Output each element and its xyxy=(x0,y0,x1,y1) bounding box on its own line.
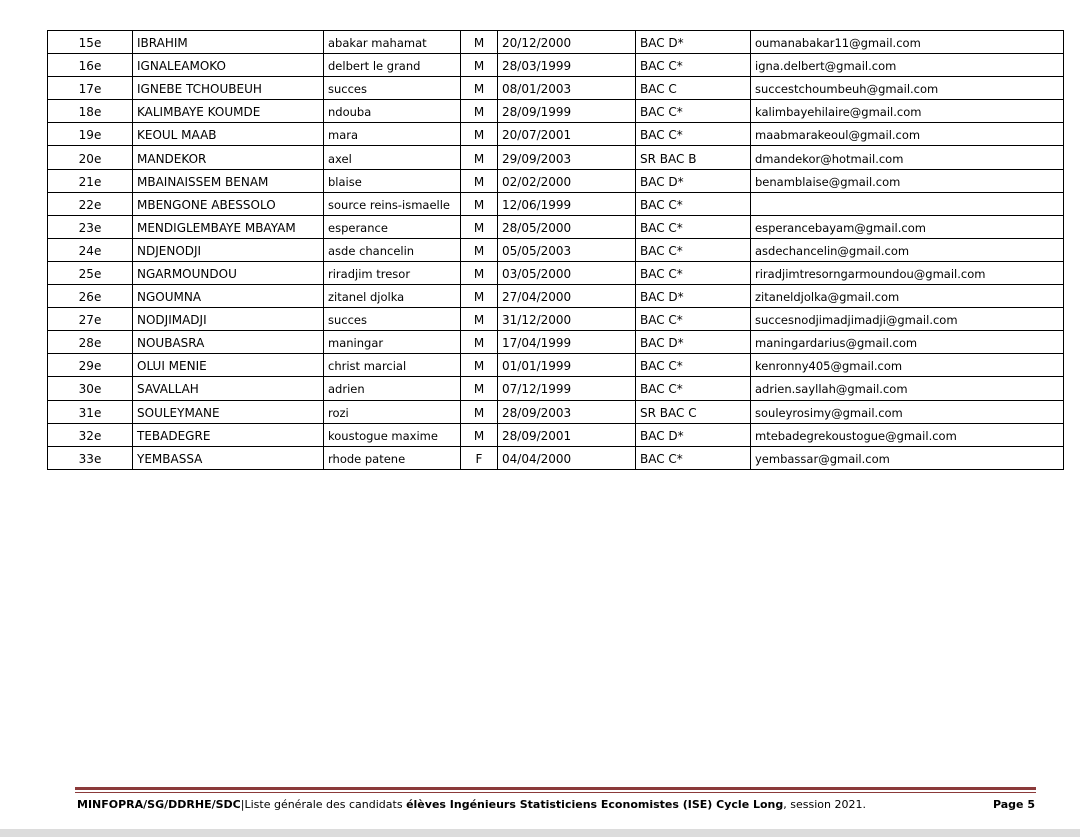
diploma-cell: BAC D* xyxy=(636,31,751,54)
table-row xyxy=(48,31,1064,54)
sex-cell: M xyxy=(461,100,498,123)
last-name-cell: NDJENODJI xyxy=(133,238,324,261)
email-cell: asdechancelin@gmail.com xyxy=(751,238,1064,261)
table-row xyxy=(48,169,1064,192)
first-name-cell: riradjim tresor xyxy=(324,261,461,284)
email-cell: yembassar@gmail.com xyxy=(751,446,1064,469)
diploma-cell: BAC C* xyxy=(636,446,751,469)
sex-cell: M xyxy=(461,400,498,423)
last-name-cell: SOULEYMANE xyxy=(133,400,324,423)
diploma-cell: BAC C* xyxy=(636,215,751,238)
rank-cell: 31e xyxy=(48,400,133,423)
birth-date-cell: 12/06/1999 xyxy=(498,192,636,215)
email-cell: maabmarakeoul@gmail.com xyxy=(751,123,1064,146)
candidates-table xyxy=(47,30,1064,470)
table-row xyxy=(48,354,1064,377)
sex-cell: M xyxy=(461,169,498,192)
table-row xyxy=(48,377,1064,400)
sex-cell: M xyxy=(461,123,498,146)
footer-bold-text: élèves Ingénieurs Statisticiens Economistes (ISE) Cycle Long xyxy=(406,798,784,811)
rank-cell: 18e xyxy=(48,100,133,123)
viewer-bottom-band xyxy=(0,829,1080,837)
footer-divider xyxy=(75,787,1036,790)
birth-date-cell: 20/07/2001 xyxy=(498,123,636,146)
email-cell: igna.delbert@gmail.com xyxy=(751,54,1064,77)
last-name-cell: NOUBASRA xyxy=(133,331,324,354)
diploma-cell: BAC C* xyxy=(636,377,751,400)
diploma-cell: BAC C* xyxy=(636,308,751,331)
rank-cell: 15e xyxy=(48,31,133,54)
rank-cell: 21e xyxy=(48,169,133,192)
email-cell: succestchoumbeuh@gmail.com xyxy=(751,77,1064,100)
last-name-cell: YEMBASSA xyxy=(133,446,324,469)
last-name-cell: MENDIGLEMBAYE MBAYAM xyxy=(133,215,324,238)
email-cell: kenronny405@gmail.com xyxy=(751,354,1064,377)
last-name-cell: KALIMBAYE KOUMDE xyxy=(133,100,324,123)
email-cell: oumanabakar11@gmail.com xyxy=(751,31,1064,54)
first-name-cell: koustogue maxime xyxy=(324,423,461,446)
diploma-cell: BAC C* xyxy=(636,354,751,377)
rank-cell: 16e xyxy=(48,54,133,77)
birth-date-cell: 08/01/2003 xyxy=(498,77,636,100)
email-cell: esperancebayam@gmail.com xyxy=(751,215,1064,238)
rank-cell: 28e xyxy=(48,331,133,354)
birth-date-cell: 01/01/1999 xyxy=(498,354,636,377)
last-name-cell: NODJIMADJI xyxy=(133,308,324,331)
sex-cell: M xyxy=(461,215,498,238)
birth-date-cell: 07/12/1999 xyxy=(498,377,636,400)
birth-date-cell: 20/12/2000 xyxy=(498,31,636,54)
rank-cell: 23e xyxy=(48,215,133,238)
first-name-cell: axel xyxy=(324,146,461,169)
last-name-cell: TEBADEGRE xyxy=(133,423,324,446)
rank-cell: 32e xyxy=(48,423,133,446)
first-name-cell: asde chancelin xyxy=(324,238,461,261)
first-name-cell: mara xyxy=(324,123,461,146)
birth-date-cell: 28/09/2003 xyxy=(498,400,636,423)
last-name-cell: MANDEKOR xyxy=(133,146,324,169)
birth-date-cell: 03/05/2000 xyxy=(498,261,636,284)
email-cell: zitaneldjolka@gmail.com xyxy=(751,285,1064,308)
diploma-cell: BAC C* xyxy=(636,123,751,146)
last-name-cell: IGNALEAMOKO xyxy=(133,54,324,77)
first-name-cell: maningar xyxy=(324,331,461,354)
birth-date-cell: 28/05/2000 xyxy=(498,215,636,238)
sex-cell: M xyxy=(461,423,498,446)
last-name-cell: MBAINAISSEM BENAM xyxy=(133,169,324,192)
diploma-cell: BAC C xyxy=(636,77,751,100)
footer-divider-thin xyxy=(75,792,1036,793)
rank-cell: 17e xyxy=(48,77,133,100)
table-row xyxy=(48,146,1064,169)
birth-date-cell: 04/04/2000 xyxy=(498,446,636,469)
birth-date-cell: 29/09/2003 xyxy=(498,146,636,169)
sex-cell: F xyxy=(461,446,498,469)
table-row xyxy=(48,446,1064,469)
diploma-cell: SR BAC C xyxy=(636,400,751,423)
table-row xyxy=(48,285,1064,308)
last-name-cell: KEOUL MAAB xyxy=(133,123,324,146)
rank-cell: 20e xyxy=(48,146,133,169)
email-cell: kalimbayehilaire@gmail.com xyxy=(751,100,1064,123)
table-row xyxy=(48,100,1064,123)
birth-date-cell: 31/12/2000 xyxy=(498,308,636,331)
last-name-cell: NGOUMNA xyxy=(133,285,324,308)
birth-date-cell: 28/03/1999 xyxy=(498,54,636,77)
first-name-cell: delbert le grand xyxy=(324,54,461,77)
email-cell: succesnodjimadjimadji@gmail.com xyxy=(751,308,1064,331)
footer-separator: | xyxy=(240,798,245,811)
sex-cell: M xyxy=(461,377,498,400)
last-name-cell: IBRAHIM xyxy=(133,31,324,54)
diploma-cell: BAC C* xyxy=(636,100,751,123)
table-row xyxy=(48,400,1064,423)
sex-cell: M xyxy=(461,146,498,169)
sex-cell: M xyxy=(461,238,498,261)
rank-cell: 22e xyxy=(48,192,133,215)
sex-cell: M xyxy=(461,354,498,377)
last-name-cell: OLUI MENIE xyxy=(133,354,324,377)
first-name-cell: rozi xyxy=(324,400,461,423)
birth-date-cell: 28/09/1999 xyxy=(498,100,636,123)
first-name-cell: adrien xyxy=(324,377,461,400)
first-name-cell: rhode patene xyxy=(324,446,461,469)
table-row xyxy=(48,123,1064,146)
footer-text-after: , session 2021. xyxy=(783,798,866,811)
sex-cell: M xyxy=(461,308,498,331)
rank-cell: 30e xyxy=(48,377,133,400)
birth-date-cell: 17/04/1999 xyxy=(498,331,636,354)
last-name-cell: MBENGONE ABESSOLO xyxy=(133,192,324,215)
table-row xyxy=(48,308,1064,331)
rank-cell: 33e xyxy=(48,446,133,469)
page-footer xyxy=(77,798,1035,811)
first-name-cell: esperance xyxy=(324,215,461,238)
table-row xyxy=(48,215,1064,238)
birth-date-cell: 28/09/2001 xyxy=(498,423,636,446)
page-number: Page 5 xyxy=(992,798,1035,811)
first-name-cell: zitanel djolka xyxy=(324,285,461,308)
rank-cell: 29e xyxy=(48,354,133,377)
birth-date-cell: 27/04/2000 xyxy=(498,285,636,308)
email-cell: souleyrosimy@gmail.com xyxy=(751,400,1064,423)
rank-cell: 26e xyxy=(48,285,133,308)
table-row xyxy=(48,423,1064,446)
table-row xyxy=(48,54,1064,77)
rank-cell: 27e xyxy=(48,308,133,331)
table-row xyxy=(48,77,1064,100)
first-name-cell: christ marcial xyxy=(324,354,461,377)
last-name-cell: SAVALLAH xyxy=(133,377,324,400)
rank-cell: 19e xyxy=(48,123,133,146)
diploma-cell: BAC C* xyxy=(636,261,751,284)
email-cell xyxy=(751,192,1064,215)
table-row xyxy=(48,238,1064,261)
email-cell: riradjimtresorngarmoundou@gmail.com xyxy=(751,261,1064,284)
sex-cell: M xyxy=(461,54,498,77)
email-cell: dmandekor@hotmail.com xyxy=(751,146,1064,169)
sex-cell: M xyxy=(461,192,498,215)
diploma-cell: BAC D* xyxy=(636,423,751,446)
sex-cell: M xyxy=(461,261,498,284)
rank-cell: 25e xyxy=(48,261,133,284)
table-row xyxy=(48,261,1064,284)
diploma-cell: BAC C* xyxy=(636,54,751,77)
first-name-cell: ndouba xyxy=(324,100,461,123)
sex-cell: M xyxy=(461,331,498,354)
last-name-cell: IGNEBE TCHOUBEUH xyxy=(133,77,324,100)
email-cell: mtebadegrekoustogue@gmail.com xyxy=(751,423,1064,446)
sex-cell: M xyxy=(461,285,498,308)
rank-cell: 24e xyxy=(48,238,133,261)
email-cell: benamblaise@gmail.com xyxy=(751,169,1064,192)
first-name-cell: succes xyxy=(324,308,461,331)
diploma-cell: BAC D* xyxy=(636,169,751,192)
birth-date-cell: 05/05/2003 xyxy=(498,238,636,261)
footer-text-before: Liste générale des candidats xyxy=(244,798,407,811)
table-row xyxy=(48,192,1064,215)
first-name-cell: abakar mahamat xyxy=(324,31,461,54)
first-name-cell: source reins-ismaelle xyxy=(324,192,461,215)
candidates-table-body xyxy=(48,31,1064,470)
first-name-cell: blaise xyxy=(324,169,461,192)
birth-date-cell: 02/02/2000 xyxy=(498,169,636,192)
diploma-cell: SR BAC B xyxy=(636,146,751,169)
diploma-cell: BAC D* xyxy=(636,285,751,308)
footer-org: MINFOPRA/SG/DDRHE/SDC xyxy=(77,798,241,811)
first-name-cell: succes xyxy=(324,77,461,100)
sex-cell: M xyxy=(461,31,498,54)
diploma-cell: BAC C* xyxy=(636,192,751,215)
last-name-cell: NGARMOUNDOU xyxy=(133,261,324,284)
diploma-cell: BAC C* xyxy=(636,238,751,261)
email-cell: maningardarius@gmail.com xyxy=(751,331,1064,354)
sex-cell: M xyxy=(461,77,498,100)
table-row xyxy=(48,331,1064,354)
email-cell: adrien.sayllah@gmail.com xyxy=(751,377,1064,400)
diploma-cell: BAC D* xyxy=(636,331,751,354)
